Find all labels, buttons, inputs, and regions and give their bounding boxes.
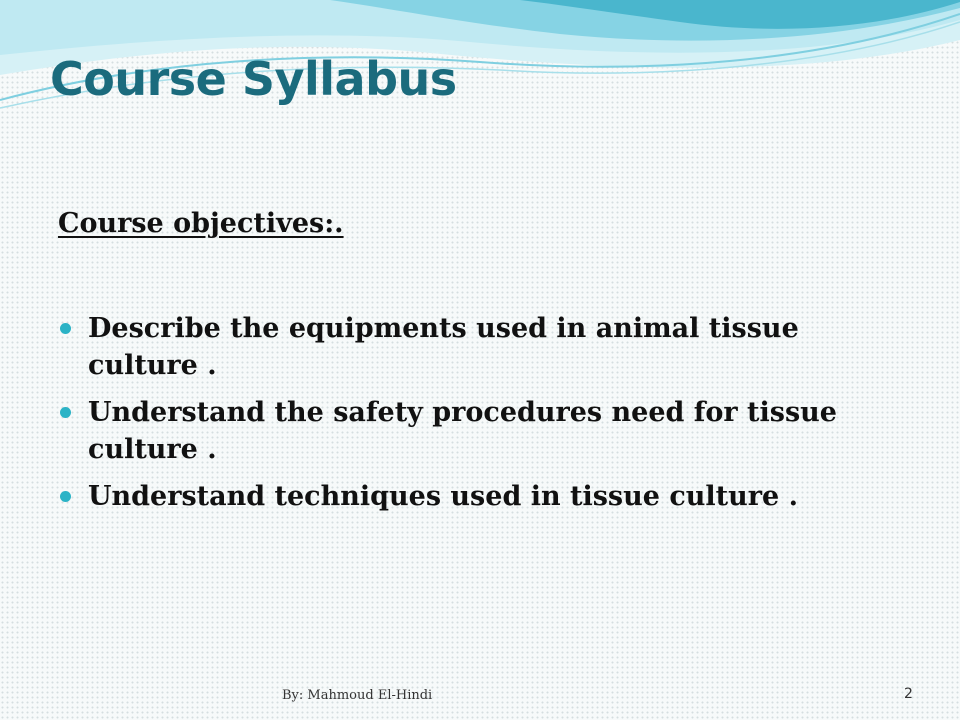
bullet-icon <box>60 491 71 502</box>
objective-text: Describe the equipments used in animal tissue culture . <box>88 313 799 381</box>
objective-item-2 <box>58 394 908 468</box>
section-subtitle: Course objectives:. <box>58 208 344 239</box>
objectives-list <box>58 310 908 525</box>
objective-text: Understand the safety procedures need for tissue culture . <box>88 397 837 465</box>
objective-text: Understand techniques used in tissue culture . <box>88 481 798 512</box>
bullet-icon <box>60 323 71 334</box>
footer-author: By: Mahmoud El-Hindi <box>282 688 433 703</box>
page-number: 2 <box>904 686 913 702</box>
objective-item-3 <box>58 478 908 515</box>
objective-item-1 <box>58 310 908 384</box>
bullet-icon <box>60 407 71 418</box>
slide-title: Course Syllabus <box>50 52 457 106</box>
